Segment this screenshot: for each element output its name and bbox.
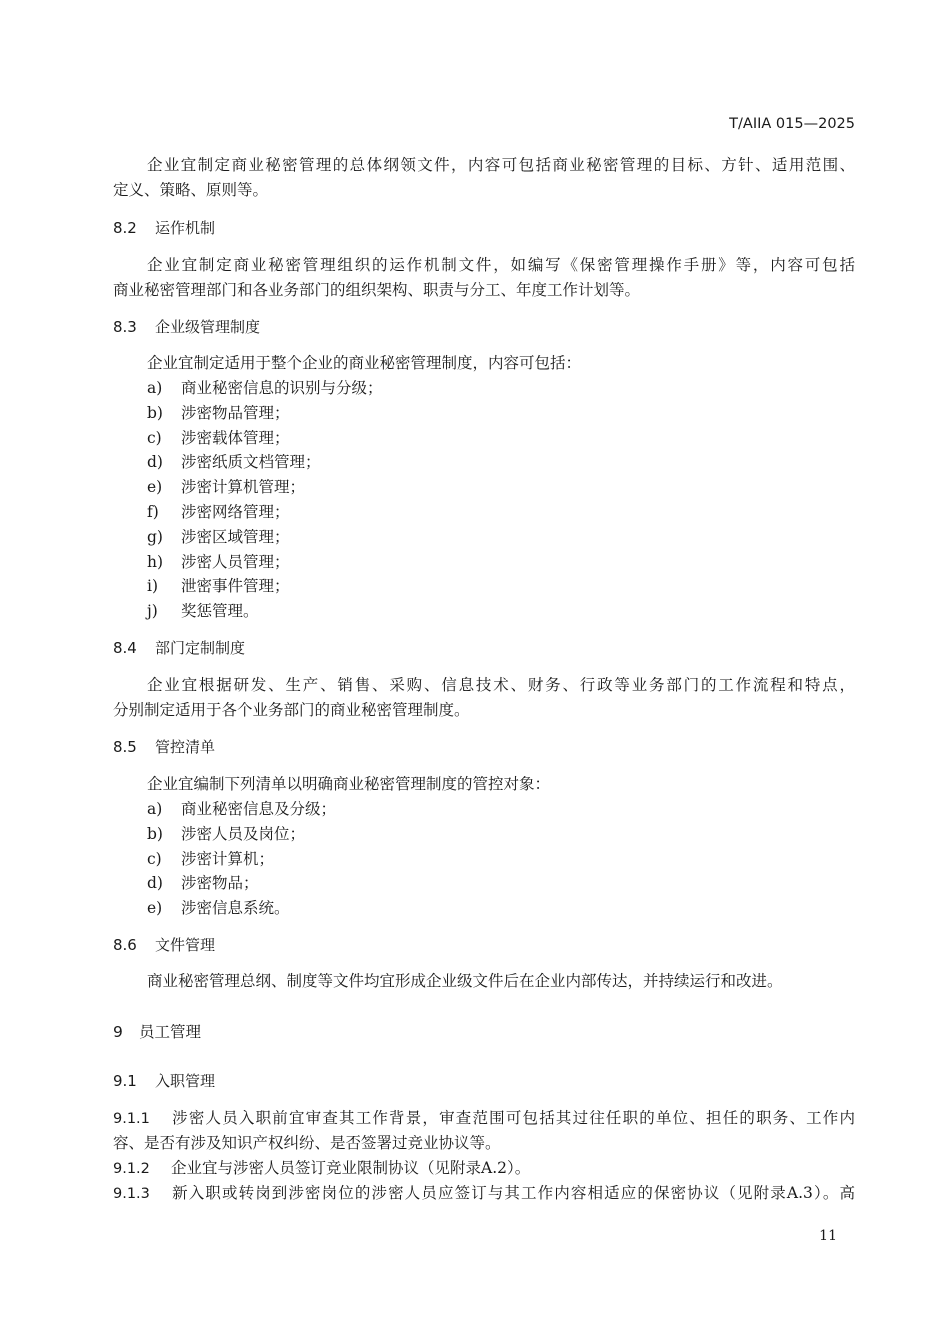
list-item-text: 涉密人员管理；	[181, 552, 290, 571]
paragraph-line: 定义、策略、原则等。	[113, 181, 269, 199]
section-heading-8-5	[113, 737, 215, 757]
clause-9-1-2	[113, 1158, 530, 1179]
list-item-text: 商业秘密信息及分级；	[181, 800, 337, 818]
clause-text: 企业宜与涉密人员签订竞业限制协议（见附录A.2）。	[171, 1159, 531, 1177]
section-title: 管控清单	[155, 738, 216, 756]
list-marker: g)	[147, 527, 163, 546]
list-marker: c)	[147, 849, 162, 868]
list-marker: h)	[147, 552, 164, 571]
list-item	[147, 428, 290, 448]
clause-number: 9.1.2	[113, 1161, 150, 1177]
list-item	[147, 849, 274, 869]
section-number: 8.4	[113, 639, 137, 657]
list-item	[147, 452, 321, 472]
list-item	[147, 576, 290, 596]
list-item-text: 奖惩管理。	[181, 602, 259, 621]
list-marker: e)	[147, 478, 163, 497]
list-marker: j)	[147, 602, 158, 621]
list-marker: f)	[147, 503, 159, 521]
clause-text: 新入职或转岗到涉密岗位的涉密人员应签订与其工作内容相适应的保密协议（见附录A.3）。高	[171, 1184, 855, 1202]
list-marker: c)	[147, 428, 162, 447]
section-number: 8.2	[113, 219, 137, 237]
list-item	[147, 403, 290, 423]
list-marker: d)	[147, 874, 163, 893]
list-item	[147, 873, 259, 893]
list-item-text: 涉密物品管理；	[181, 403, 290, 422]
clause-9-1-1	[113, 1108, 855, 1129]
list-marker: d)	[147, 453, 163, 472]
paragraph-line: 企业宜制定商业秘密管理的总体纲领文件，内容可包括商业秘密管理的目标、方针、适用范围、	[147, 156, 855, 174]
list-item	[147, 601, 259, 621]
paragraph-line: 企业宜根据研发、生产、销售、采购、信息技术、财务、行政等业务部门的工作流程和特点，	[147, 676, 855, 694]
section-number: 8.3	[113, 318, 137, 336]
section-heading-8-4	[113, 638, 245, 658]
clause-number: 9.1.1	[113, 1111, 150, 1127]
section-number: 9	[113, 1023, 123, 1041]
list-item-text: 涉密纸质文档管理；	[181, 453, 321, 472]
section-title: 部门定制制度	[155, 639, 246, 657]
list-marker: i)	[147, 577, 159, 596]
section-number: 8.6	[113, 936, 137, 954]
list-item	[147, 378, 383, 398]
list-item	[147, 527, 290, 547]
section-heading-8-3	[113, 317, 260, 337]
list-item	[147, 799, 336, 819]
section-heading-8-2	[113, 218, 215, 238]
section-number: 9.1	[113, 1072, 137, 1090]
list-item-text: 泄密事件管理；	[181, 577, 290, 596]
list-item	[147, 898, 290, 918]
list-item-text: 涉密人员及岗位；	[181, 824, 306, 843]
list-item	[147, 824, 305, 844]
paragraph-line: 企业宜制定适用于整个企业的商业秘密管理制度，内容可包括：	[147, 354, 582, 372]
list-item-text: 涉密载体管理；	[181, 428, 290, 447]
paragraph-line: 商业秘密管理部门和各业务部门的组织架构、职责与分工、年度工作计划等。	[113, 281, 641, 299]
list-item-text: 涉密信息系统。	[181, 899, 290, 918]
list-marker: b)	[147, 824, 163, 843]
page-number: 11	[819, 1228, 837, 1244]
list-marker: e)	[147, 899, 163, 918]
list-item-text: 涉密计算机管理；	[181, 478, 306, 497]
section-title: 企业级管理制度	[155, 318, 261, 336]
list-item-text: 商业秘密信息的识别与分级；	[181, 379, 383, 397]
section-title: 运作机制	[155, 219, 216, 237]
document-code: T/AIIA 015—2025	[729, 116, 855, 132]
paragraph-line: 容、是否有涉及知识产权纠纷、是否签署过竞业协议等。	[113, 1134, 501, 1152]
clause-text: 涉密人员入职前宜审查其工作背景，审查范围可包括其过往任职的单位、担任的职务、工作内	[171, 1109, 855, 1127]
list-item	[147, 502, 290, 522]
list-item	[147, 477, 305, 497]
list-item-text: 涉密网络管理；	[181, 503, 290, 521]
section-title: 入职管理	[155, 1072, 216, 1090]
list-item-text: 涉密区域管理；	[181, 527, 290, 546]
section-title: 文件管理	[155, 936, 216, 954]
section-heading-9-1	[113, 1071, 215, 1091]
list-item	[147, 552, 290, 572]
paragraph-line: 商业秘密管理总纲、制度等文件均宜形成企业级文件后在企业内部传达，并持续运行和改进。	[147, 972, 783, 990]
list-marker: a)	[147, 800, 163, 818]
list-marker: b)	[147, 403, 163, 422]
chapter-heading-9	[113, 1022, 201, 1042]
section-title: 员工管理	[139, 1023, 202, 1041]
list-item-text: 涉密计算机；	[181, 849, 275, 868]
clause-9-1-3	[113, 1183, 855, 1204]
paragraph-line: 企业宜制定商业秘密管理组织的运作机制文件，如编写《保密管理操作手册》等，内容可包括	[147, 256, 855, 274]
list-marker: a)	[147, 379, 163, 397]
clause-number: 9.1.3	[113, 1186, 150, 1202]
paragraph-line: 企业宜编制下列清单以明确商业秘密管理制度的管控对象：	[147, 775, 551, 793]
paragraph-line: 分别制定适用于各个业务部门的商业秘密管理制度。	[113, 701, 470, 719]
section-number: 8.5	[113, 738, 137, 756]
section-heading-8-6	[113, 935, 215, 955]
list-item-text: 涉密物品；	[181, 874, 259, 893]
